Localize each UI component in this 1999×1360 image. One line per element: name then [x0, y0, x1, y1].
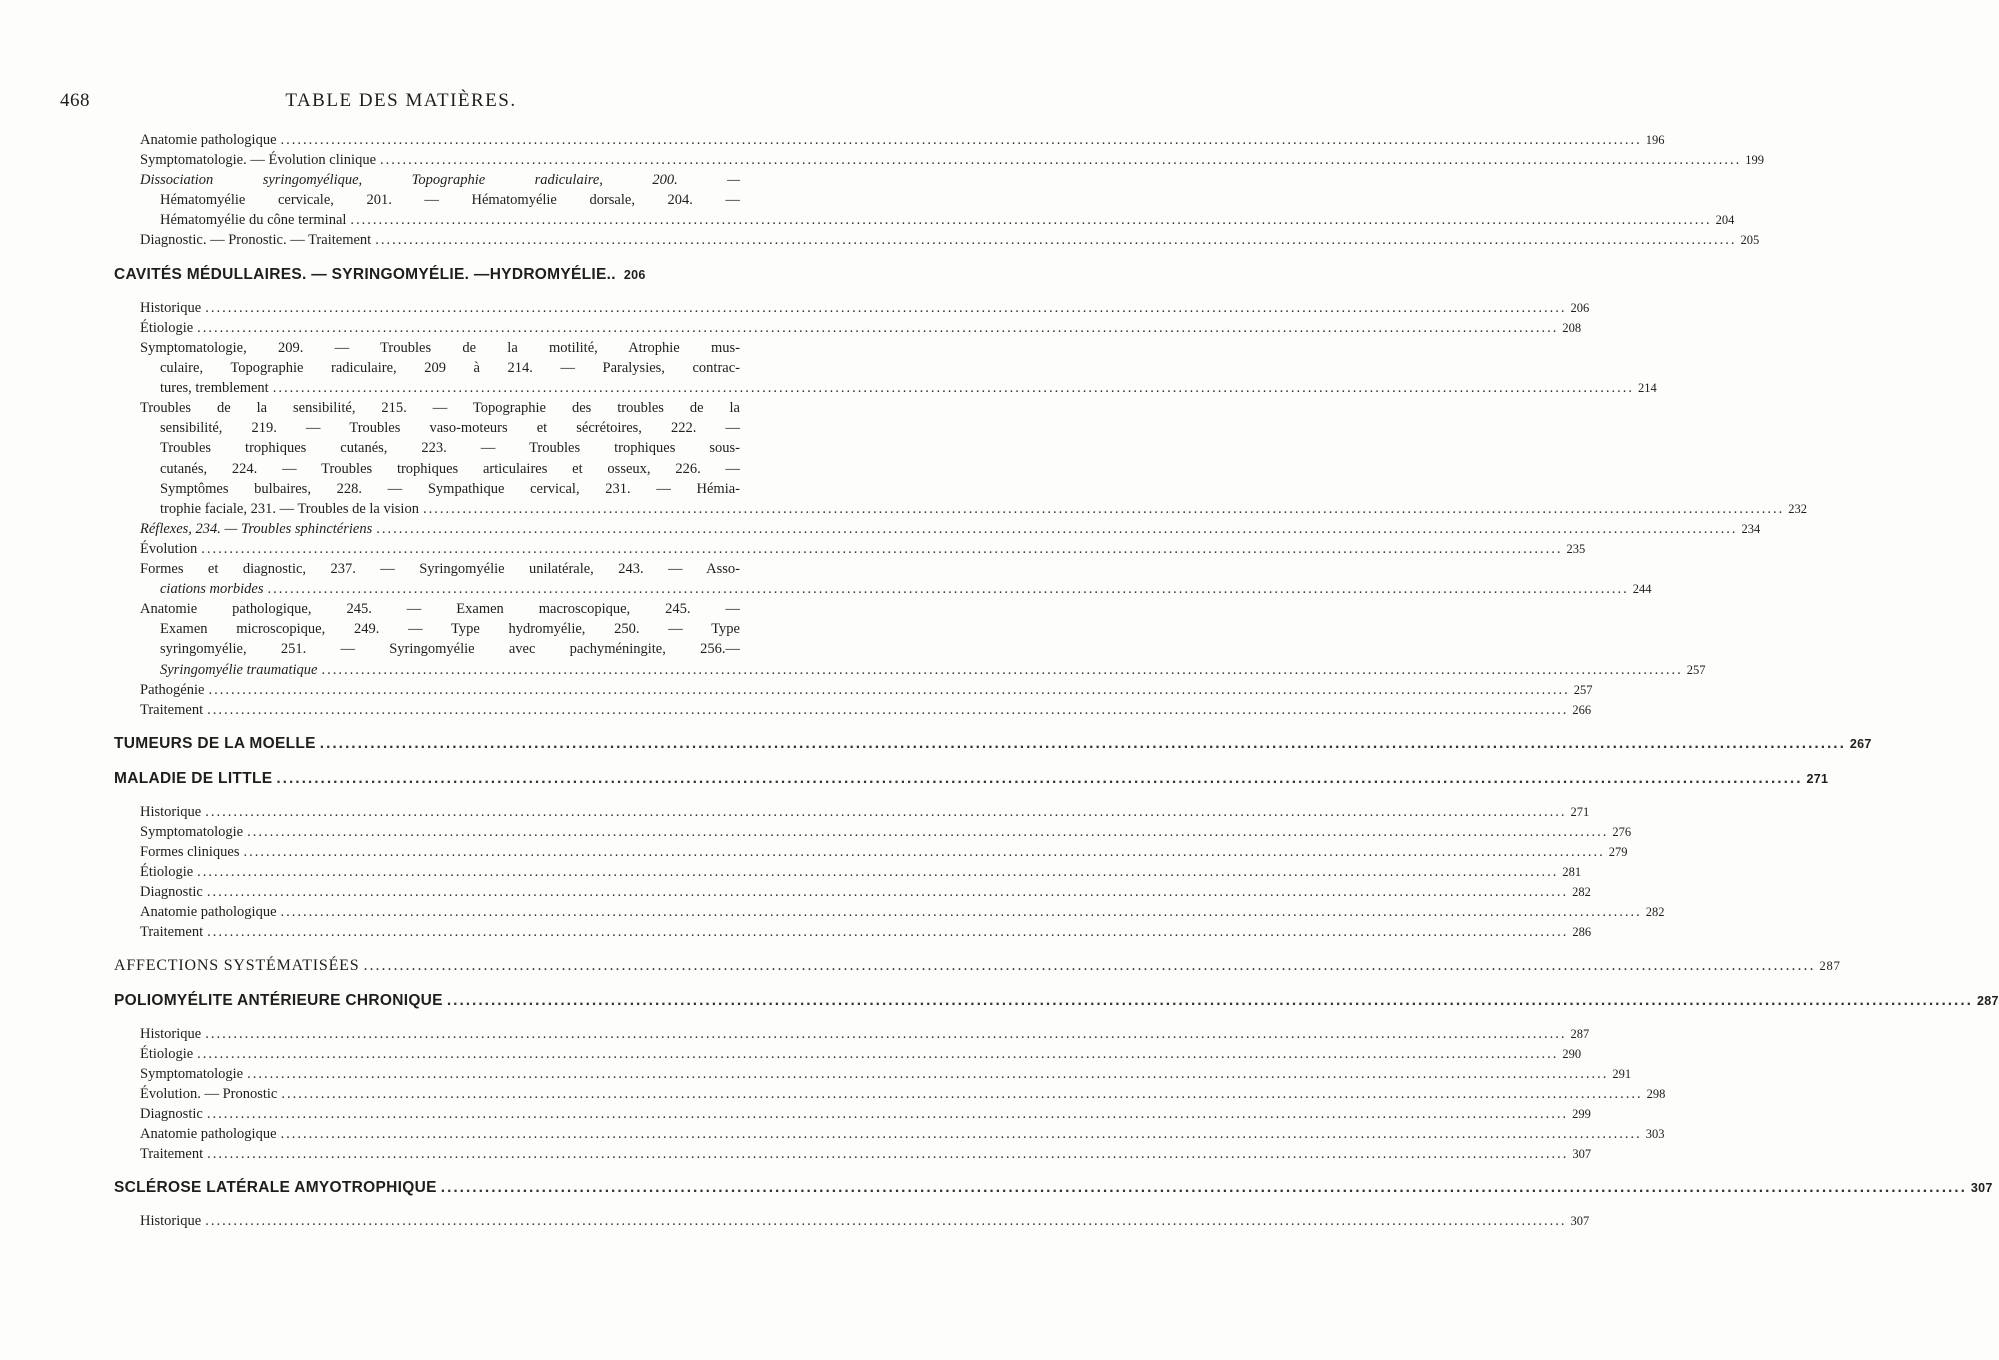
toc-entry	[140, 150, 1765, 170]
entry-label: Étiologie	[140, 320, 194, 336]
entry-page: 291	[1612, 1067, 1632, 1081]
entry-line: Symptomatologie, 209. — Troubles de la motilité, Atrophie mus-	[140, 340, 740, 356]
toc-entry	[140, 1124, 1665, 1144]
entry-label: Diagnostic	[140, 884, 203, 900]
section-heading	[114, 770, 1829, 788]
entry-label: Anatomie pathologique	[140, 132, 277, 148]
entry-line-last	[140, 579, 1652, 599]
page-header	[60, 90, 742, 114]
entry-line-last	[140, 660, 1706, 680]
toc-entry	[140, 842, 1628, 862]
entry-line: Dissociation syringomyélique, Topographie radiculaire, 200. —	[140, 172, 740, 188]
entry-label: Hématomyélie du cône terminal	[160, 212, 347, 229]
entry-label: Traitement	[140, 702, 204, 718]
entry-page: 276	[1612, 825, 1632, 839]
entry-page: 235	[1566, 542, 1586, 556]
toc-entry	[140, 902, 1665, 922]
entry-label: Pathogénie	[140, 682, 205, 698]
entry-label: Historique	[140, 1026, 202, 1042]
section-heading	[114, 266, 740, 284]
toc-entry	[140, 318, 1582, 338]
section-label: MALADIE DE LITTLE	[114, 770, 273, 787]
entry-page: 257	[1573, 683, 1593, 697]
section-label: CAVITÉS MÉDULLAIRES. — SYRINGOMYÉLIE. —HYDROMYÉLIE..	[114, 266, 616, 283]
entry-page: 266	[1572, 703, 1592, 717]
toc-entry	[140, 862, 1582, 882]
entry-page: 244	[1632, 582, 1652, 597]
toc-paragraph	[140, 398, 1807, 519]
toc-entry	[140, 1024, 1590, 1044]
toc-entry	[140, 1084, 1666, 1104]
toc-entry	[140, 1104, 1591, 1124]
entry-page: 199	[1745, 153, 1765, 167]
section-heading	[114, 957, 1841, 975]
entry-page: 279	[1608, 845, 1628, 859]
entry-label: trophie faciale, 231. — Troubles de la vision	[160, 501, 419, 518]
section-page: 287	[1819, 959, 1841, 973]
entry-page: 257	[1686, 662, 1706, 677]
section-page: 206	[623, 268, 646, 282]
toc-entry	[140, 519, 1761, 539]
entry-label: Diagnostic	[140, 1106, 203, 1122]
section-page: 267	[1849, 737, 1872, 751]
entry-page: 299	[1572, 1107, 1591, 1121]
entry-label: Anatomie pathologique	[140, 904, 277, 920]
toc-entry	[140, 1144, 1592, 1164]
section-heading	[114, 992, 1999, 1010]
entry-label: Formes cliniques	[140, 844, 240, 860]
entry-page: 196	[1645, 133, 1665, 147]
entry-page: 298	[1646, 1087, 1666, 1101]
entry-label: Évolution	[140, 541, 198, 557]
entry-label: Diagnostic. — Pronostic. — Traitement	[140, 232, 372, 248]
entry-page: 205	[1740, 233, 1760, 247]
section-page: 287	[1976, 994, 1999, 1008]
entry-label: Historique	[140, 1213, 202, 1229]
entry-line-last	[140, 499, 1807, 519]
entry-label: Syringomyélie traumatique	[160, 661, 318, 678]
entry-line: syringomyélie, 251. — Syringomyélie avec pachyméningite, 256.—	[160, 641, 740, 658]
entry-line: Anatomie pathologique, 245. — Examen macroscopique, 245. —	[140, 601, 740, 617]
entry-label: Symptomatologie. — Évolution clinique	[140, 152, 377, 168]
entry-line: Troubles trophiques cutanés, 223. — Troubles trophiques sous-	[160, 440, 740, 457]
entry-label: Historique	[140, 804, 202, 820]
entry-page: 303	[1645, 1127, 1665, 1141]
toc-entry	[140, 539, 1586, 559]
entry-page: 271	[1570, 805, 1590, 819]
page-title: TABLE DES MATIÈRES.	[285, 90, 517, 111]
toc-entry	[140, 700, 1592, 720]
entry-label: Étiologie	[140, 864, 194, 880]
entry-page: 206	[1570, 301, 1590, 315]
entry-label: Symptomatologie	[140, 824, 244, 840]
section-label: SCLÉROSE LATÉRALE AMYOTROPHIQUE	[114, 1179, 437, 1196]
entry-page: 204	[1715, 213, 1735, 228]
toc-entry	[140, 230, 1760, 250]
toc-paragraph	[140, 338, 1657, 399]
toc-entry	[140, 1064, 1632, 1084]
entry-line: Examen microscopique, 249. — Type hydromyélie, 250. — Type	[160, 621, 740, 638]
entry-label: Traitement	[140, 924, 204, 940]
section-page: 271	[1806, 772, 1829, 786]
toc-entry	[140, 1044, 1582, 1064]
entry-line: Hématomyélie cervicale, 201. — Hématomyélie dorsale, 204. —	[160, 192, 740, 209]
entry-page: 307	[1570, 1214, 1590, 1228]
entry-label: Symptomatologie	[140, 1066, 244, 1082]
entry-page: 208	[1562, 321, 1582, 335]
entry-label: ciations morbides	[160, 581, 264, 598]
entry-page: 281	[1562, 865, 1582, 879]
entry-line: sensibilité, 219. — Troubles vaso-moteurs et sécrétoires, 222. —	[160, 420, 740, 437]
toc-entry	[140, 130, 1665, 150]
toc-paragraph	[140, 170, 1735, 231]
entry-label: Historique	[140, 300, 202, 316]
toc-entry	[140, 922, 1592, 942]
entry-line-last	[140, 378, 1657, 398]
toc-entry	[140, 1211, 1590, 1231]
entry-page: 307	[1572, 1147, 1592, 1161]
section-heading	[114, 735, 1872, 753]
toc-entry	[140, 882, 1591, 902]
entry-line: Symptômes bulbaires, 228. — Sympathique cervical, 231. — Hémia-	[160, 480, 740, 497]
entry-label: Réflexes, 234. — Troubles sphinctériens	[140, 521, 373, 537]
entry-page: 232	[1788, 502, 1807, 517]
entry-line-last	[140, 210, 1735, 230]
entry-line: Formes et diagnostic, 237. — Syringomyélie unilatérale, 243. — Asso-	[140, 561, 740, 577]
toc-entry	[140, 822, 1632, 842]
entry-line: culaire, Topographie radiculaire, 209 à 214. — Paralysies, contrac-	[160, 360, 740, 377]
entry-page: 286	[1572, 925, 1592, 939]
page-number: 468	[60, 90, 90, 111]
entry-page: 234	[1741, 522, 1761, 536]
entry-line: cutanés, 224. — Troubles trophiques articulaires et osseux, 226. —	[160, 460, 740, 477]
section-label: POLIOMYÉLITE ANTÉRIEURE CHRONIQUE	[114, 992, 443, 1009]
entry-line: Troubles de la sensibilité, 215. — Topographie des troubles de la	[140, 400, 740, 416]
entry-label: Évolution. — Pronostic	[140, 1086, 278, 1102]
entry-page: 282	[1645, 905, 1665, 919]
entry-page: 290	[1562, 1047, 1582, 1061]
toc-entry	[140, 680, 1593, 700]
section-heading	[114, 1179, 1993, 1197]
entry-label: Traitement	[140, 1146, 204, 1162]
toc-paragraph	[140, 559, 1652, 599]
entry-page: 287	[1570, 1027, 1590, 1041]
toc-entry	[140, 298, 1590, 318]
entry-page: 214	[1637, 381, 1657, 396]
section-label: AFFECTIONS SYSTÉMATISÉES	[114, 957, 360, 974]
entry-label: tures, tremblement	[160, 380, 269, 397]
entry-page: 282	[1572, 885, 1591, 899]
section-page: 307	[1970, 1181, 1993, 1195]
toc-entry	[140, 802, 1590, 822]
section-label: TUMEURS DE LA MOELLE	[114, 735, 316, 752]
entry-label: Étiologie	[140, 1046, 194, 1062]
entry-label: Anatomie pathologique	[140, 1126, 277, 1142]
toc-paragraph	[140, 599, 1706, 680]
